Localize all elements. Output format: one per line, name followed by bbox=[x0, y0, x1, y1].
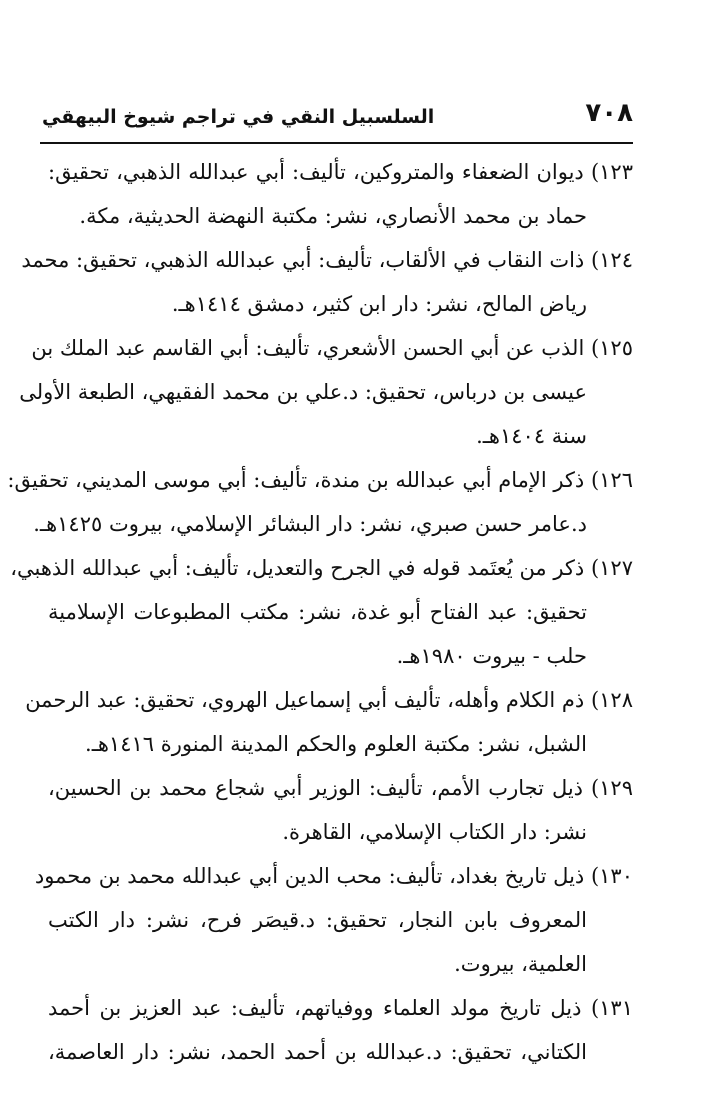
entry-line: د.عامر حسن صبري، نشر: دار البشائر الإسلامي، بيروت ١٤٢٥هـ. bbox=[33, 512, 587, 536]
bibliography-entry bbox=[21, 238, 633, 326]
entry-line: الشبل، نشر: مكتبة العلوم والحكم المدينة المنورة ١٤١٦هـ. bbox=[85, 732, 587, 756]
page-header bbox=[40, 92, 633, 144]
entry-line: ١٣٠) ذيل تاريخ بغداد، تأليف: محب الدين أبي عبدالله محمد بن محمود bbox=[34, 864, 633, 888]
bibliography-entry bbox=[48, 150, 633, 238]
bibliography-entry bbox=[10, 546, 633, 678]
bibliography-entry bbox=[34, 854, 633, 986]
entry-line: حماد بن محمد الأنصاري، نشر: مكتبة النهضة الحديثية، مكة. bbox=[79, 204, 587, 228]
entry-line: ١٢٧) ذكر من يُعتَمد قوله في الجرح والتعديل، تأليف: أبي عبدالله الذهبي، bbox=[10, 556, 633, 580]
entry-line: سنة ١٤٠٤هـ. bbox=[476, 424, 587, 448]
entry-line: ١٢٤) ذات النقاب في الألقاب، تأليف: أبي عبدالله الذهبي، تحقيق: محمد bbox=[21, 248, 633, 272]
bibliography-entry bbox=[48, 986, 633, 1074]
entry-line: ١٢٣) ديوان الضعفاء والمتروكين، تأليف: أبي عبدالله الذهبي، تحقيق: bbox=[48, 160, 633, 184]
bibliography-entry bbox=[25, 678, 633, 766]
entry-line: الكتاني، تحقيق: د.عبدالله بن أحمد الحمد، نشر: دار العاصمة، bbox=[48, 1040, 587, 1064]
entry-line: المعروف بابن النجار، تحقيق: د.قيصَر فرح، نشر: دار الكتب bbox=[48, 908, 587, 932]
entry-line: تحقيق: عبد الفتاح أبو غدة، نشر: مكتب المطبوعات الإسلامية bbox=[48, 600, 587, 624]
bibliography-list bbox=[7, 150, 633, 1074]
entry-line: ١٢٦) ذكر الإمام أبي عبدالله بن مندة، تأليف: أبي موسى المديني، تحقيق: bbox=[7, 468, 633, 492]
bibliography-entry bbox=[19, 326, 633, 458]
entry-line: حلب - بيروت ١٩٨٠هـ. bbox=[396, 644, 587, 668]
entry-line: ١٢٥) الذب عن أبي الحسن الأشعري، تأليف: أبي القاسم عبد الملك بن bbox=[31, 336, 633, 360]
entry-line: عيسى بن درباس، تحقيق: د.علي بن محمد الفقيهي، الطبعة الأولى bbox=[19, 380, 587, 404]
entry-line: العلمية، بيروت. bbox=[454, 952, 587, 976]
entry-line: ١٣١) ذيل تاريخ مولد العلماء ووفياتهم، تأليف: عبد العزيز بن أحمد bbox=[48, 996, 633, 1020]
bibliography-entry bbox=[7, 458, 633, 546]
page-number: ٧٠٨ bbox=[585, 98, 633, 128]
entry-line: ١٢٨) ذم الكلام وأهله، تأليف أبي إسماعيل الهروي، تحقيق: عبد الرحمن bbox=[25, 688, 633, 712]
running-title: السلسبيل النقي في تراجم شيوخ البيهقي bbox=[42, 106, 435, 128]
entry-line: رياض المالح، نشر: دار ابن كثير، دمشق ١٤١٤هـ. bbox=[171, 292, 587, 316]
bibliography-entry bbox=[48, 766, 633, 854]
entry-line: نشر: دار الكتاب الإسلامي، القاهرة. bbox=[282, 820, 587, 844]
entry-line: ١٢٩) ذيل تجارب الأمم، تأليف: الوزير أبي شجاع محمد بن الحسين، bbox=[48, 776, 633, 800]
